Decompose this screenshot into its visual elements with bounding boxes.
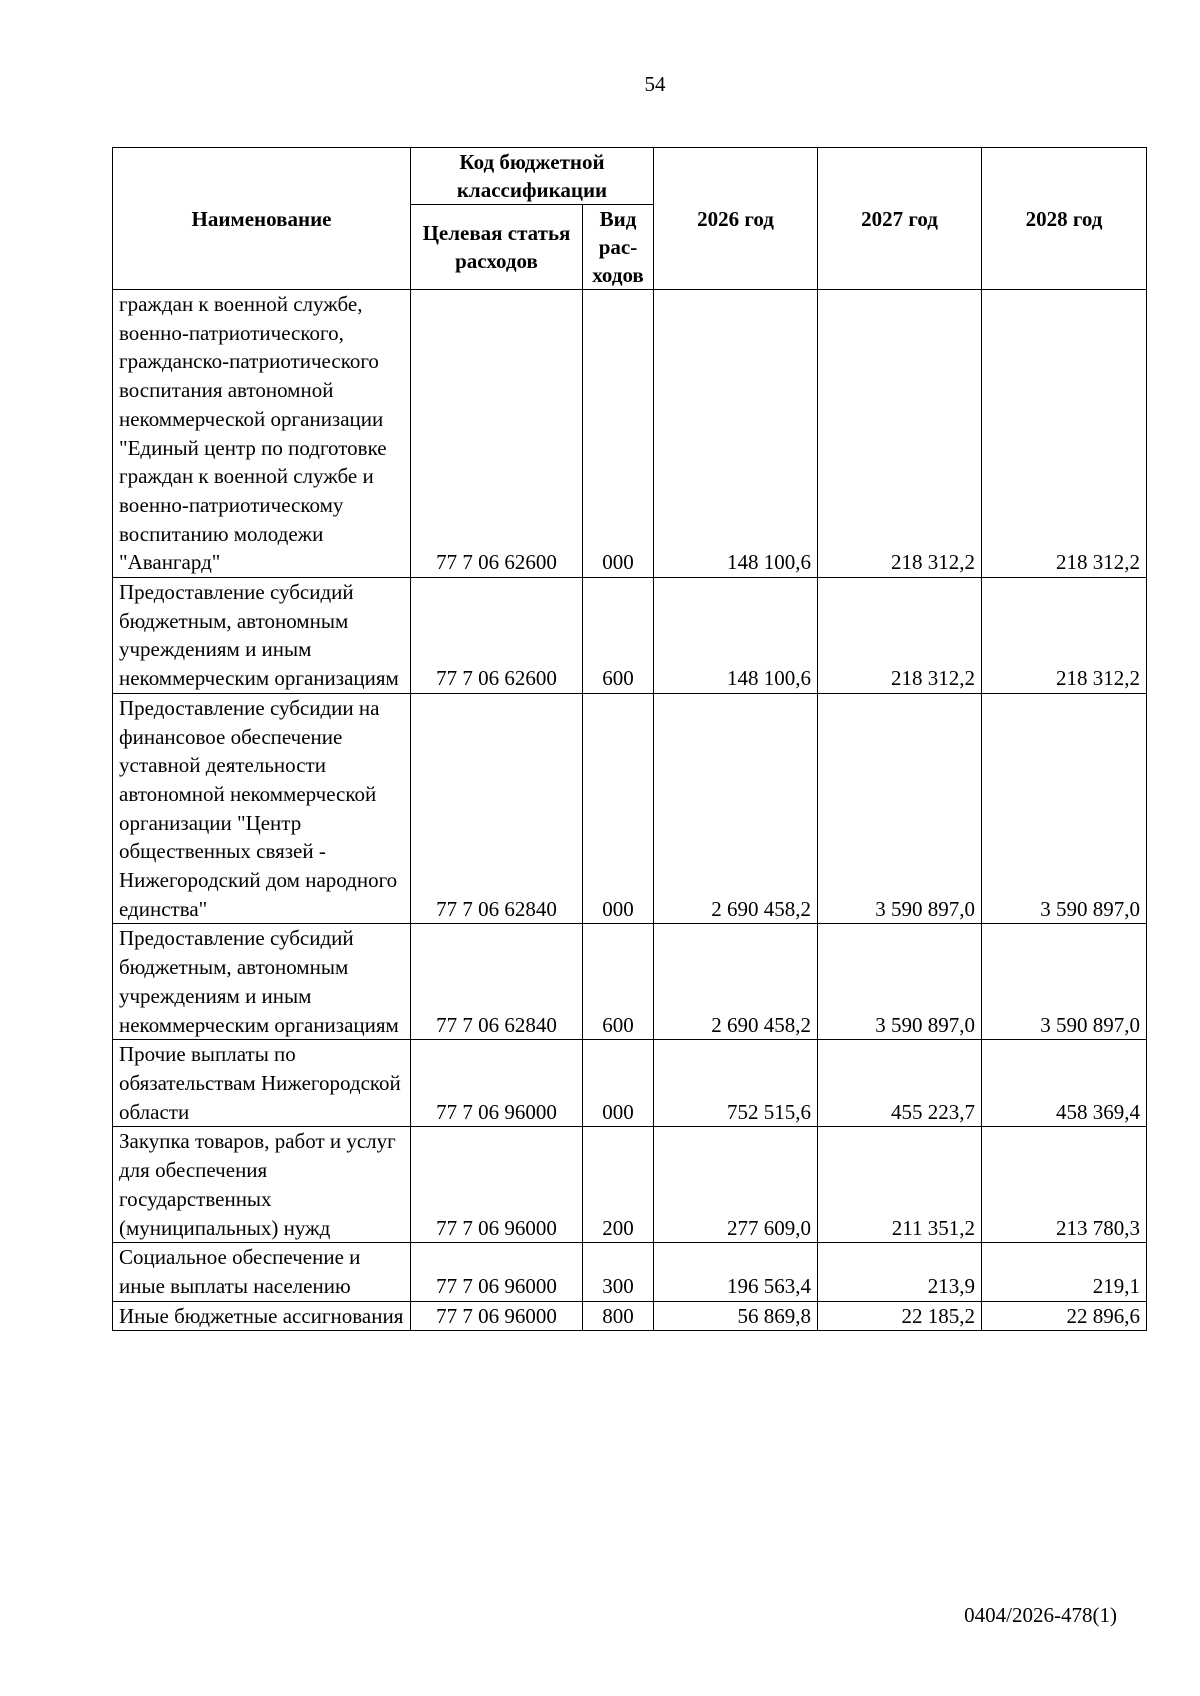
row-value-2028: 213 780,3: [982, 1127, 1147, 1243]
row-value-2026: 277 609,0: [654, 1127, 818, 1243]
row-value-2027: 3 590 897,0: [818, 693, 982, 924]
table-row: [113, 1243, 1147, 1301]
table-row: [113, 1301, 1147, 1331]
row-name: Иные бюджетные ассигнования: [113, 1301, 411, 1331]
row-value-2027: 22 185,2: [818, 1301, 982, 1331]
row-target-article: 77 7 06 96000: [411, 1243, 583, 1301]
row-name: Предоставление субсидии на финансовое обеспечение уставной деятельности автономной некоммерческой организации "Центр общественных связей - Нижегородский дом народного единства": [113, 693, 411, 924]
row-expense-type: 000: [583, 693, 654, 924]
row-name: Предоставление субсидий бюджетным, автономным учреждениям и иным некоммерческим организациям: [113, 924, 411, 1040]
row-name: Социальное обеспечение и иные выплаты населению: [113, 1243, 411, 1301]
row-value-2027: 3 590 897,0: [818, 924, 982, 1040]
document-number: 0404/2026-478(1): [964, 1603, 1117, 1627]
row-value-2028: 458 369,4: [982, 1040, 1147, 1127]
row-value-2026: 2 690 458,2: [654, 693, 818, 924]
table-header: [113, 148, 1147, 290]
row-target-article: 77 7 06 62840: [411, 693, 583, 924]
header-year-2026: 2026 год: [654, 148, 818, 290]
row-value-2027: 211 351,2: [818, 1127, 982, 1243]
row-expense-type: 800: [583, 1301, 654, 1331]
row-expense-type: 000: [583, 1040, 654, 1127]
row-target-article: 77 7 06 96000: [411, 1040, 583, 1127]
header-code-group: Код бюджетной классификации: [411, 148, 654, 205]
row-name: Предоставление субсидий бюджетным, автономным учреждениям и иным некоммерческим организациям: [113, 578, 411, 694]
row-value-2027: 218 312,2: [818, 578, 982, 694]
row-target-article: 77 7 06 62600: [411, 290, 583, 578]
row-expense-type: 000: [583, 290, 654, 578]
row-expense-type: 600: [583, 924, 654, 1040]
row-value-2028: 219,1: [982, 1243, 1147, 1301]
row-name: Прочие выплаты по обязательствам Нижегородской области: [113, 1040, 411, 1127]
row-expense-type: 300: [583, 1243, 654, 1301]
row-value-2028: 218 312,2: [982, 290, 1147, 578]
row-expense-type: 200: [583, 1127, 654, 1243]
row-value-2028: 3 590 897,0: [982, 924, 1147, 1040]
row-target-article: 77 7 06 96000: [411, 1127, 583, 1243]
header-year-2027: 2027 год: [818, 148, 982, 290]
row-expense-type: 600: [583, 578, 654, 694]
table-body: [113, 290, 1147, 1331]
header-target-article: Целевая статья расходов: [411, 205, 583, 290]
row-value-2027: 213,9: [818, 1243, 982, 1301]
row-value-2026: 752 515,6: [654, 1040, 818, 1127]
row-value-2027: 455 223,7: [818, 1040, 982, 1127]
table-row: [113, 578, 1147, 694]
header-expense-type: Вид рас-ходов: [583, 205, 654, 290]
row-name: Закупка товаров, работ и услуг для обеспечения государственных (муниципальных) нужд: [113, 1127, 411, 1243]
table-row: [113, 290, 1147, 578]
header-name: Наименование: [113, 148, 411, 290]
row-target-article: 77 7 06 62600: [411, 578, 583, 694]
row-value-2028: 218 312,2: [982, 578, 1147, 694]
table-row: [113, 1127, 1147, 1243]
row-target-article: 77 7 06 96000: [411, 1301, 583, 1331]
row-target-article: 77 7 06 62840: [411, 924, 583, 1040]
table-row: [113, 693, 1147, 924]
row-value-2026: 196 563,4: [654, 1243, 818, 1301]
row-value-2026: 148 100,6: [654, 578, 818, 694]
row-value-2026: 148 100,6: [654, 290, 818, 578]
row-value-2028: 3 590 897,0: [982, 693, 1147, 924]
page-number: 54: [644, 72, 666, 96]
row-value-2026: 56 869,8: [654, 1301, 818, 1331]
row-value-2027: 218 312,2: [818, 290, 982, 578]
budget-table: [112, 147, 1147, 1331]
header-year-2028: 2028 год: [982, 148, 1147, 290]
table-row: [113, 1040, 1147, 1127]
row-name: граждан к военной службе, военно-патриотического, гражданско-патриотического воспитания автономной некоммерческой организации "Единый центр по подготовке граждан к военной службе и военно-патриотическому воспитанию молодежи "Авангард": [113, 290, 411, 578]
table-row: [113, 924, 1147, 1040]
row-value-2028: 22 896,6: [982, 1301, 1147, 1331]
row-value-2026: 2 690 458,2: [654, 924, 818, 1040]
